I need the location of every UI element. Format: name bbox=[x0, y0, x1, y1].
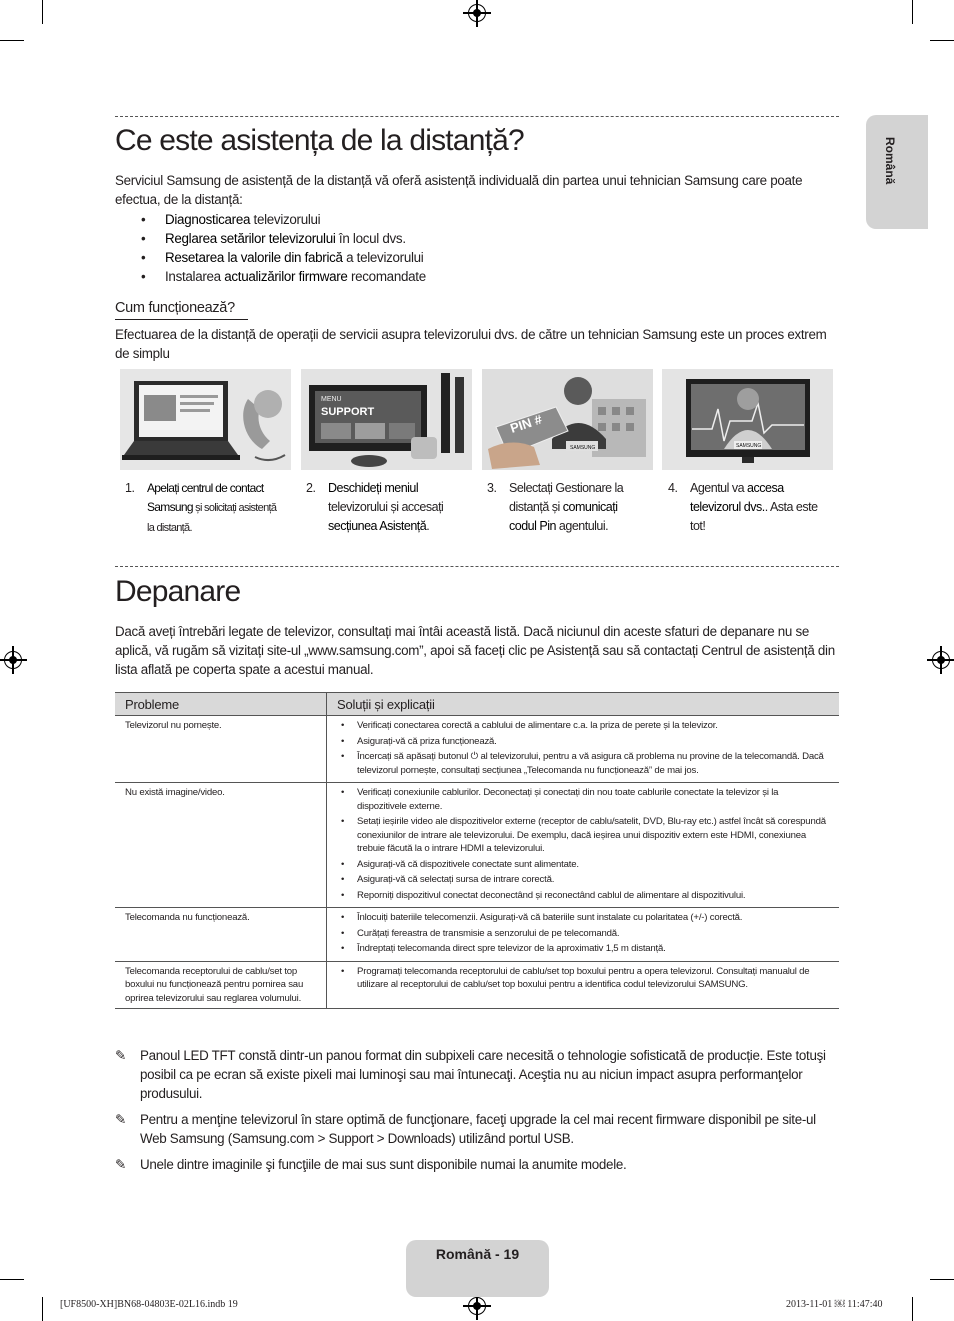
crop-mark bbox=[930, 40, 954, 41]
pin-label: PIN # bbox=[508, 411, 544, 436]
step-number: 2. bbox=[306, 481, 316, 495]
note-item bbox=[115, 1155, 839, 1175]
solution-item: • Asigurați-vă că priza funcționează. bbox=[337, 735, 830, 749]
section-divider bbox=[115, 116, 839, 117]
step-bold: Deschideți meniul bbox=[328, 481, 419, 495]
how-it-works-text: Efectuarea de la distanță de operații de servicii asupra televizorului dvs. de către un tehnician Samsung este un proces extrem de simplu bbox=[115, 327, 827, 361]
step-number: 4. bbox=[668, 481, 678, 495]
solution-item: • Asigurați-vă că selectați sursa de intrare corectă. bbox=[337, 873, 830, 887]
note-pencil-icon: ✎ bbox=[115, 1048, 126, 1063]
note-pencil-icon: ✎ bbox=[115, 1112, 126, 1127]
registration-mark-icon bbox=[468, 1297, 486, 1315]
item-bold: Diagnosticarea bbox=[165, 212, 251, 227]
heading-underline bbox=[115, 319, 248, 320]
step-bold: Apelați centrul de contact Samsung bbox=[147, 481, 264, 514]
table-row bbox=[115, 716, 839, 783]
bullet-icon: • bbox=[141, 269, 146, 284]
solutions-cell bbox=[327, 961, 840, 1009]
solution-item: • Curățați fereastra de transmisie a senzorului de pe telecomandă. bbox=[337, 927, 830, 941]
step-text: și solicitați asistență la distanță. bbox=[147, 502, 277, 534]
solution-item: • Înlocuiți bateriile telecomenzii. Asigurați-vă că bateriile sunt instalate cu polaritatea (+/-) corectă. bbox=[337, 911, 830, 925]
column-header: Soluții și explicații bbox=[327, 693, 840, 716]
note-text: Unele dintre imaginile şi funcţiile de mai sus sunt disponibile numai la anumite modele. bbox=[140, 1157, 627, 1172]
registration-mark-icon bbox=[468, 4, 486, 22]
crop-mark bbox=[42, 0, 43, 24]
note-pencil-icon: ✎ bbox=[115, 1157, 126, 1172]
solution-item: • Reporniți dispozitivul conectat deconectând și reconectând cablul de alimentare al dispozitivului. bbox=[337, 889, 830, 903]
solution-item: • Îndreptați telecomanda direct spre televizor de la aproximativ 1,5 m distanță. bbox=[337, 942, 830, 956]
pin-code-image bbox=[482, 369, 653, 470]
item-bold: actualizărilor firmware bbox=[224, 269, 348, 284]
crop-mark bbox=[930, 1279, 954, 1280]
item-rest: a televizorului bbox=[342, 250, 424, 265]
column-header: Probleme bbox=[115, 693, 327, 716]
section-title-remote-support: Ce este asistența de la distanță? bbox=[115, 124, 524, 157]
item-rest: televizorului bbox=[250, 212, 321, 227]
crop-mark bbox=[0, 40, 24, 41]
step-bold: accesa televizorul dvs. bbox=[690, 481, 784, 514]
table-header-row bbox=[115, 693, 839, 716]
step-text: . bbox=[426, 519, 430, 533]
bullet-icon: • bbox=[141, 212, 146, 227]
solutions-cell bbox=[327, 783, 840, 908]
samsung-label: SAMSUNG bbox=[736, 443, 762, 449]
solution-item: • Setați ieșirile video ale dispozitivelor externe (receptor de cablu/satelit, DVD, Blu-ray etc.) astfel încât să corespundă conexiunilor de intrare ale televizorului. De exemplu, dacă ieșirea unui dispozitiv extern este HDMI, conexiunea trebuie făcută la o intrare HDMI a televizorului. bbox=[337, 815, 830, 856]
problem-cell: Telecomanda nu funcționează. bbox=[115, 908, 327, 962]
agent-tv-image bbox=[662, 369, 833, 470]
problem-cell: Telecomanda receptorului de cablu/set top boxului nu funcționează pentru pornirea sau oprirea televizorului sau reglarea volumului. bbox=[115, 961, 327, 1009]
laptop-phone-image bbox=[120, 369, 291, 470]
side-tab-label: Română bbox=[883, 137, 897, 185]
step-text: Selectați Gestionare la distanță și bbox=[509, 481, 624, 514]
solutions-cell bbox=[327, 908, 840, 962]
item-pre: Instalarea bbox=[165, 269, 225, 284]
how-it-works-heading: Cum funcționează? bbox=[115, 300, 235, 316]
page-number: Română - 19 bbox=[435, 1246, 520, 1262]
step-text: televizorului și accesați bbox=[328, 500, 444, 514]
intro-paragraph: Serviciul Samsung de asistență de la distanță vă oferă asistență individuală din partea unui tehnician Samsung care poate efectua, de la distanță: bbox=[115, 173, 803, 207]
step-bold: comunicați codul Pin bbox=[509, 500, 618, 533]
support-menu-image bbox=[301, 369, 472, 470]
item-bold: Resetarea la valorile din fabrică bbox=[165, 250, 343, 265]
footer-file-info: [UF8500-XH]BN68-04803E-02L16.indb 19 bbox=[60, 1299, 238, 1310]
table-row bbox=[115, 908, 839, 962]
samsung-label: SAMSUNG bbox=[570, 445, 596, 451]
menu-label: MENU bbox=[321, 396, 342, 403]
item-bold: Reglarea setărilor televizorului bbox=[165, 231, 336, 246]
note-text: Pentru a menţine televizorul în stare optimă de funcţionare, faceţi upgrade la cel mai recent firmware disponibil pe site-ul Web Samsung (Samsung.com > Support > Downloads) utilizând portul USB. bbox=[140, 1112, 816, 1146]
solution-item: • Verificați conexiunile cablurilor. Deconectați și conectați din nou toate cablurile conectate la televizor și la dispozitivele externe. bbox=[337, 786, 830, 813]
registration-mark-icon bbox=[932, 651, 950, 669]
registration-mark-icon bbox=[4, 651, 22, 669]
bullet-icon: • bbox=[141, 231, 146, 246]
crop-mark bbox=[42, 1297, 43, 1321]
item-rest: în locul dvs. bbox=[335, 231, 406, 246]
step-text: agentului. bbox=[555, 519, 609, 533]
language-side-tab bbox=[866, 115, 928, 229]
page-number-box bbox=[406, 1240, 549, 1297]
solution-item: • Programați telecomanda receptorului de cablu/set top boxului pentru a opera televizorul. Consultați manualul de utilizare al receptorului de cablu/set top boxului pentru a identifica codul televizorului SAMSUNG. bbox=[337, 965, 830, 992]
table-row bbox=[115, 783, 839, 908]
table-row bbox=[115, 961, 839, 1009]
footer-timestamp: 2013-11-01 ￼ 11:47:40 bbox=[786, 1299, 883, 1310]
solutions-cell bbox=[327, 716, 840, 783]
solution-item: • Verificați conectarea corectă a cablului de alimentare c.a. la priza de perete și la televizor. bbox=[337, 719, 830, 733]
note-item bbox=[115, 1046, 839, 1106]
note-item bbox=[115, 1110, 839, 1150]
bullet-icon: • bbox=[141, 250, 146, 265]
step-text: Agentul va bbox=[690, 481, 748, 495]
problem-cell: Televizorul nu pornește. bbox=[115, 716, 327, 783]
section-title-troubleshooting: Depanare bbox=[115, 575, 241, 608]
step-number: 3. bbox=[487, 481, 497, 495]
crop-mark bbox=[0, 1279, 24, 1280]
crop-mark bbox=[912, 1297, 913, 1321]
troubleshooting-intro: Dacă aveți întrebări legate de televizor, consultați mai întâi această listă. Dacă niciunul din aceste sfaturi de depanare nu se aplică, vă rugăm să vizitați site-ul „www.samsung.com”, apoi să faceți clic pe Asistență sau să contactați Centrul de asistență din lista aflată pe coperta spate a acestui manual. bbox=[115, 624, 835, 677]
step-text: . Asta este tot! bbox=[690, 500, 818, 533]
troubleshooting-table bbox=[115, 692, 839, 1009]
item-rest: recomandate bbox=[347, 269, 426, 284]
step-bold: secțiunea Asistență bbox=[328, 519, 427, 533]
solution-item: • Încercați să apăsați butonul ⏻ al televizorului, pentru a vă asigura că problema nu provine de la telecomandă. Dacă televizorul pornește, consultați secțiunea „Telecomanda nu funcționează” de mai jos. bbox=[337, 750, 830, 777]
note-text: Panoul LED TFT constă dintr-un panou format din subpixeli care necesită o tehnologie sofisticată de producție. Este totuşi posibil ca pe ecran să existe pixeli mai luminoşi sau mai întunecaţi. Aceştia nu au niciun impact asupra performanţelor produsului. bbox=[140, 1048, 826, 1101]
section-divider bbox=[115, 566, 839, 567]
support-label: SUPPORT bbox=[321, 406, 375, 418]
crop-mark bbox=[912, 0, 913, 24]
problem-cell: Nu există imagine/video. bbox=[115, 783, 327, 908]
solution-item: • Asigurați-vă că dispozitivele conectate sunt alimentate. bbox=[337, 858, 830, 872]
step-number: 1. bbox=[125, 481, 135, 495]
